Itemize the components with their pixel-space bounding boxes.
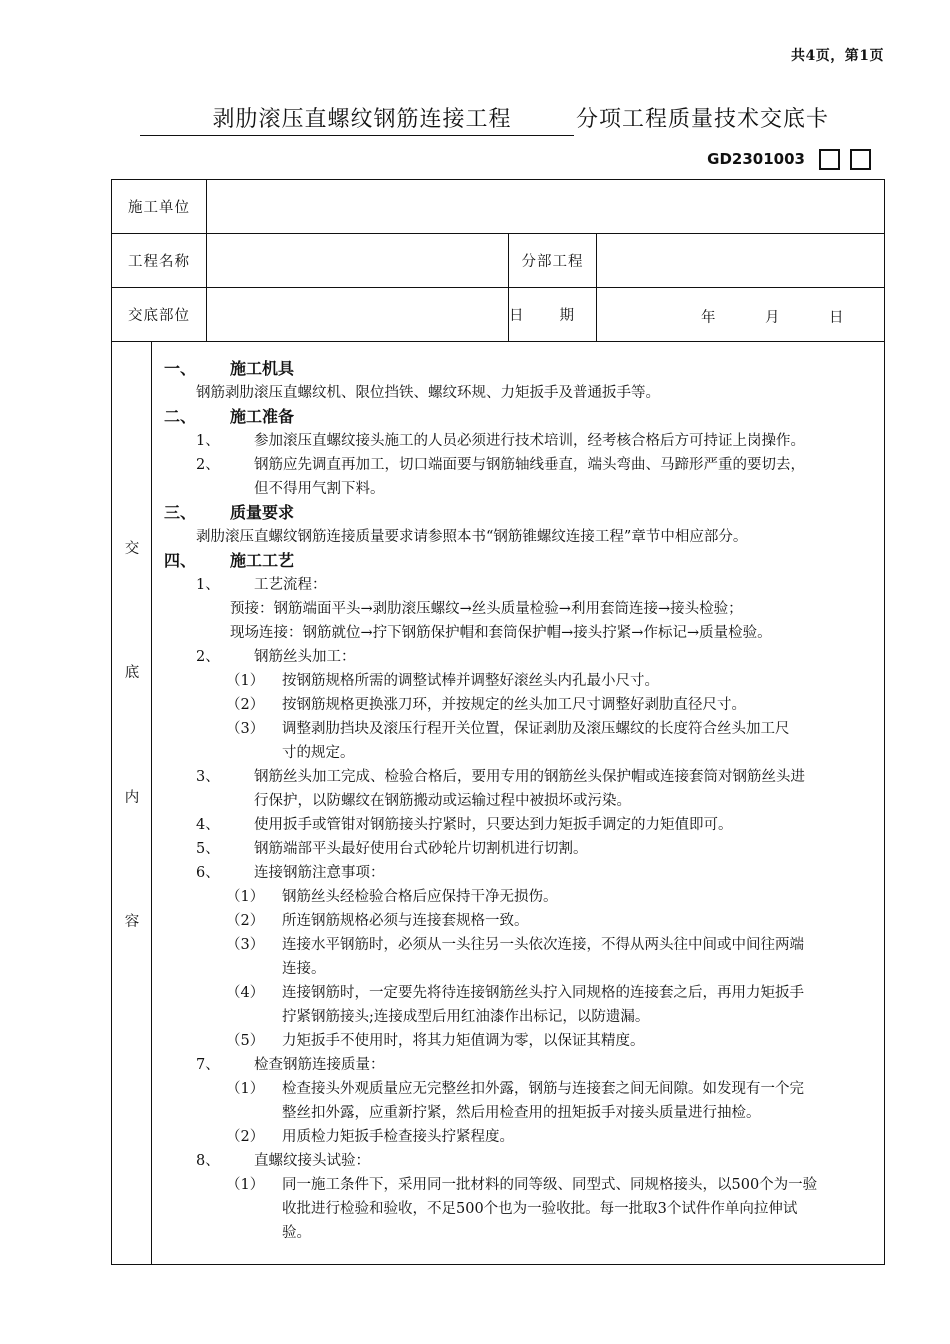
sub-item: （2） 用质检力矩扳手检查接头拧紧程度。 [226,1129,514,1145]
side-label-char: 内 [124,790,140,806]
row-project-name [112,234,885,288]
disclosure-content [152,342,885,1265]
date-label [509,288,597,342]
list-item: 4、 使用扳手或管钳对钢筋接头拧紧时，只要达到力矩扳手调定的力矩值即可。 [196,817,733,833]
location-field[interactable] [207,288,509,342]
sub-item: （1） 检查接头外观质量应无完整丝扣外露，钢筋与连接套之间无间隙。如发现有一个完 [226,1081,804,1097]
list-item: 8、 直螺纹接头试验： [196,1153,370,1169]
card-title: 分项工程质量技术交底卡 [576,107,830,132]
sub-item: （2） 所连钢筋规格必须与连接套规格一致。 [226,913,529,929]
checkbox-1[interactable] [819,149,840,170]
document-title [140,104,880,144]
list-item: 3、 钢筋丝头加工完成、检验合格后，要用专用的钢筋丝头保护帽或连接套筒对钢筋丝头进 [196,769,805,785]
list-item: 2、 钢筋丝头加工： [196,649,356,665]
disclosure-form [111,179,885,1265]
list-item: 6、 连接钢筋注意事项： [196,865,385,881]
date-label-a: 日 [509,308,524,324]
row-location-date [112,288,885,342]
section-heading: 四、 施工工艺 [164,551,295,570]
side-label-char: 交 [124,541,140,557]
section-heading: 三、 质量要求 [164,503,295,522]
side-label-char: 底 [124,665,140,681]
sub-item-continued: 拧紧钢筋接头;连接成型后用红油漆作出标记，以防遗漏。 [282,1009,650,1025]
sub-item-continued: 寸的规定。 [282,745,355,761]
section-heading: 一、 施工机具 [164,359,295,378]
document-code-row [707,146,871,172]
date-label-b: 期 [559,308,574,324]
list-item: 2、 钢筋应先调直再加工，切口端面要与钢筋轴线垂直，端头弯曲、马蹄形严重的要切去， [196,457,805,473]
process-line: 现场连接：钢筋就位→拧下钢筋保护帽和套筒保护帽→接头拧紧→作标记→质量检验。 [230,625,772,641]
list-item: 1、 工艺流程： [196,577,327,593]
sub-item: （3） 调整剥肋挡块及滚压行程开关位置，保证剥肋及滚压螺纹的长度符合丝头加工尺 [226,721,790,737]
sub-item: （2） 按钢筋规格更换涨刀环，并按规定的丝头加工尺寸调整好剥肋直径尺寸。 [226,697,746,713]
sub-item: （1） 按钢筋规格所需的调整试棒并调整好滚丝头内孔最小尺寸。 [226,673,659,689]
sub-item-continued: 验。 [282,1225,311,1241]
list-item-continued: 但不得用气割下料。 [254,481,385,497]
list-item: 7、 检查钢筋连接质量： [196,1057,385,1073]
day-label: 日 [829,310,844,326]
construction-unit-label: 施工单位 [112,180,207,234]
paragraph: 剥肋滚压直螺纹钢筋连接质量要求请参照本书“钢筋锥螺纹连接工程”章节中相应部分。 [196,529,748,545]
paragraph: 钢筋剥肋滚压直螺纹机、限位挡铁、螺纹环规、力矩扳手及普通扳手等。 [196,385,660,401]
process-line: 预接：钢筋端面平头→剥肋滚压螺纹→丝头质量检验→利用套筒连接→接头检验； [230,601,743,617]
division-label: 分部工程 [509,234,597,288]
section-heading: 二、 施工准备 [164,407,295,426]
page-info: 共4页，第1页 [791,48,884,64]
sub-item: （1） 同一施工条件下，采用同一批材料的同等级、同型式、同规格接头，以500个为一验 [226,1177,818,1193]
sub-item: （4） 连接钢筋时，一定要先将待连接钢筋丝头拧入同规格的连接套之后，再用力矩扳手 [226,985,804,1001]
sub-item-continued: 连接。 [282,961,326,977]
list-item: 1、 参加滚压直螺纹接头施工的人员必须进行技术培训，经考核合格后方可持证上岗操作。 [196,433,805,449]
project-name-label: 工程名称 [112,234,207,288]
row-construction-unit [112,180,885,234]
side-label [112,342,152,1265]
sub-item: （1） 钢筋丝头经检验合格后应保持干净无损伤。 [226,889,558,905]
document-code: GD2301003 [707,150,805,168]
date-field[interactable] [597,288,885,342]
row-content [112,342,885,1265]
checkbox-2[interactable] [850,149,871,170]
list-item: 5、 钢筋端部平头最好使用台式砂轮片切割机进行切割。 [196,841,588,857]
list-item-continued: 行保护，以防螺纹在钢筋搬动或运输过程中被损坏或污染。 [254,793,631,809]
project-title: 剥肋滚压直螺纹钢筋连接工程 [140,104,574,136]
sub-item: （5） 力矩扳手不使用时，将其力矩值调为零，以保证其精度。 [226,1033,645,1049]
side-label-char: 容 [124,914,140,930]
location-label: 交底部位 [112,288,207,342]
month-label: 月 [765,310,780,326]
project-name-field[interactable] [207,234,509,288]
construction-unit-field[interactable] [207,180,885,234]
sub-item-continued: 整丝扣外露，应重新拧紧，然后用检查用的扭矩扳手对接头质量进行抽检。 [282,1105,761,1121]
sub-item: （3） 连接水平钢筋时，必须从一头往另一头依次连接，不得从两头往中间或中间往两端 [226,937,804,953]
division-field[interactable] [597,234,885,288]
year-label: 年 [701,310,716,326]
sub-item-continued: 收批进行检验和验收，不足500个也为一验收批。每一批取3个试件作单向拉伸试 [282,1201,798,1217]
